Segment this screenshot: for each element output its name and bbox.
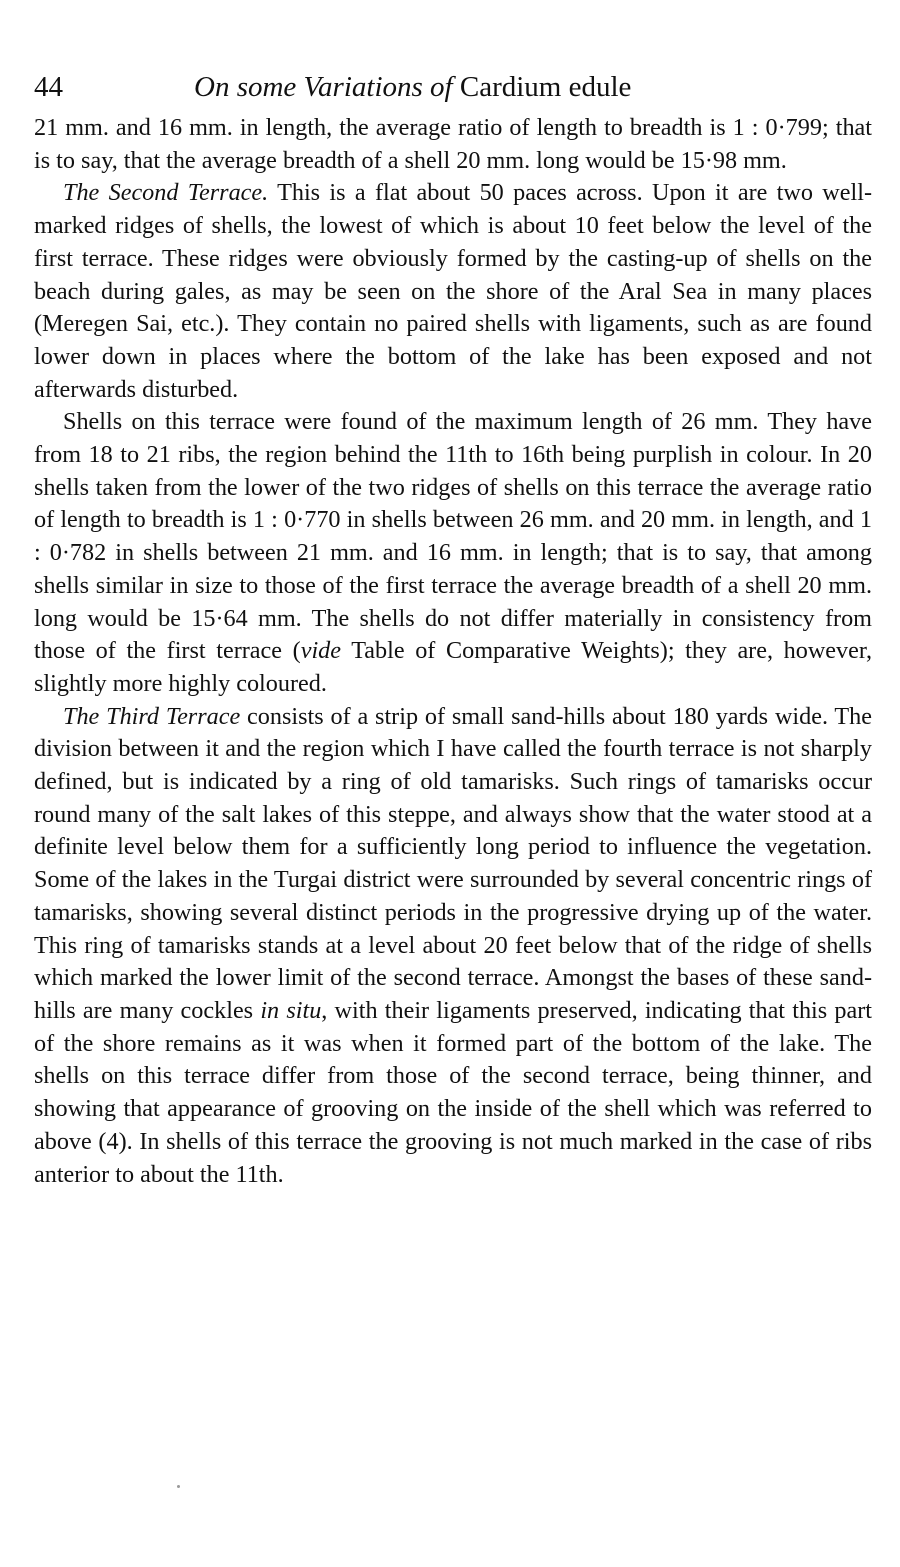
paragraph-3-text-a: Shells on this terrace were found of the maximum length of 26 mm. They have from 18 to 21 ribs, the region behind the 11th to 16th being purplish in colour. In 20 shells taken from the lower of the two ridges of shells on this terrace the average ratio of length to breadth is 1 : 0·770 in shells between 26 mm. and 20 mm. in length, and 1 : 0·782 in shells between 21 mm. and 16 mm. in length; that is to say, that among shells similar in size to those of the first terrace the average breadth of a shell 20 mm. long would be 15·64 mm. The shells do not differ materially in consistency from those of the first terrace ( — [34, 408, 872, 665]
second-terrace-heading: The Second Terrace. — [63, 179, 269, 207]
page — [34, 62, 872, 1191]
running-title-italic-1: On some — [194, 71, 304, 103]
paragraph-second-terrace — [34, 177, 872, 406]
third-terrace-heading: The Third Terrace — [63, 702, 241, 730]
paragraph-3-text-b: Table of Comparative Weights); they are, however, slightly more highly coloured. — [34, 637, 872, 697]
running-title — [194, 62, 631, 112]
in-situ-italic: in situ — [260, 996, 322, 1024]
vide-italic: vide — [300, 637, 341, 665]
running-header — [34, 62, 872, 112]
paragraph-continuation — [34, 112, 872, 177]
paragraph-third-terrace — [34, 701, 872, 1192]
paragraph-4-text-a: consists of a strip of small sand-hills about 180 yards wide. The division between it and the region which I have called the fourth terrace is not sharply defined, but is indicated by a ring of old tamarisks. Such rings of tamarisks occur round many of the salt lakes of this steppe, and always show that the water stood at a definite level below them for a sufficiently long period to influence the vegetation. Some of the lakes in the Turgai district were surrounded by several concentric rings of tamarisks, showing several distinct periods in the progressive drying up of the water. This ring of tamarisks stands at a level about 20 feet below that of the ridge of shells which marked the lower limit of the second terrace. Amongst the bases of these sand-hills are many cockles — [34, 702, 873, 1024]
scan-speck — [177, 1485, 180, 1488]
paragraph-4-text-b: , with their ligaments preserved, indicating that this part of the shore remains as it was when it formed part of the bottom of the lake. The shells on this terrace differ from those of the second terrace, being thinner, and showing that appearance of grooving on the inside of the shell which was referred to above (4). In shells of this terrace the grooving is not much marked in the case of ribs anterior to about the 11th. — [34, 996, 873, 1188]
running-title-italic-2: Variations — [303, 71, 431, 103]
page-number: 44 — [34, 71, 63, 103]
running-title-italic-3: of — [430, 71, 460, 103]
body-text — [34, 112, 872, 1191]
paragraph-1-text: 21 mm. and 16 mm. in length, the average ratio of length to breadth is 1 : 0·799; that is to say, that the average breadth of a shell 20 mm. long would be 15·98 mm. — [34, 114, 872, 174]
paragraph-2-text: This is a flat about 50 paces across. Upon it are two well-marked ridges of shells, the lowest of which is about 10 feet below the level of the first terrace. These ridges were obviously formed by the casting-up of shells on the beach during gales, as may be seen on the shore of the Aral Sea in many places (Meregen Sai, etc.). They contain no paired shells with ligaments, such as are found lower down in places where the bottom of the lake has been exposed and not afterwards disturbed. — [34, 179, 872, 403]
running-title-species: Cardium edule — [459, 71, 632, 103]
paragraph-shells-second-terrace — [34, 406, 872, 700]
